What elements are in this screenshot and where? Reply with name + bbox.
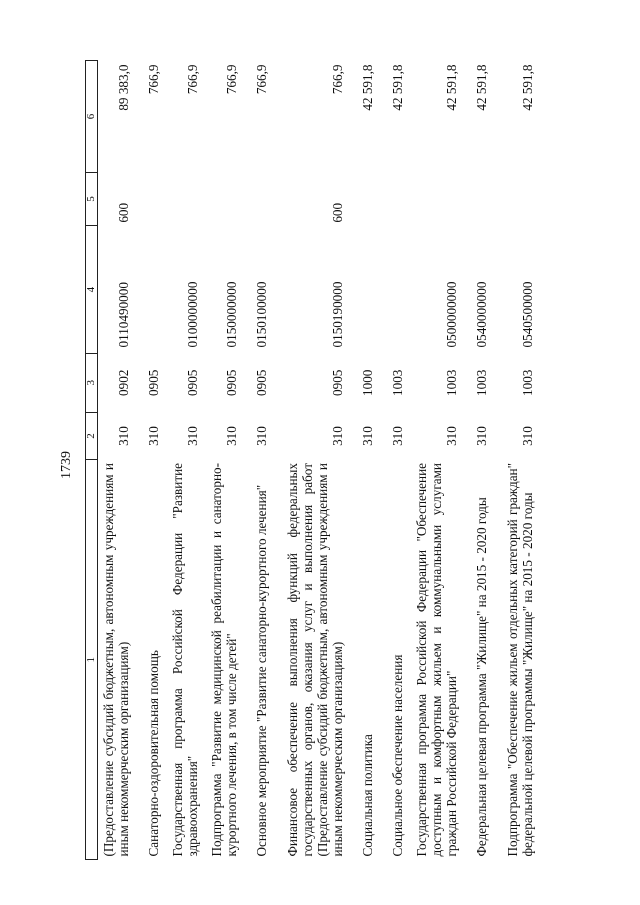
target-article-cell bbox=[351, 226, 381, 354]
section-code-cell: 1003 bbox=[474, 369, 489, 396]
table-row bbox=[351, 61, 381, 860]
expense-type-cell bbox=[167, 172, 206, 225]
amount-cell: 42 591,8 bbox=[520, 64, 535, 111]
column-header: 1 bbox=[86, 460, 98, 860]
row-name-cell: Социальное обеспечение населения bbox=[390, 654, 405, 857]
table-row bbox=[245, 61, 275, 860]
section-code-cell: 0905 bbox=[224, 369, 239, 396]
expense-type-cell bbox=[381, 172, 411, 225]
expense-type-cell: 600 bbox=[330, 202, 345, 223]
expense-type-cell bbox=[465, 172, 495, 225]
target-article-cell: 0540000000 bbox=[474, 281, 489, 348]
ministry-code-cell: 310 bbox=[520, 426, 535, 446]
budget-table bbox=[85, 60, 541, 860]
row-name-cell: Санаторно-оздоровительная помощь bbox=[146, 650, 161, 857]
amount-cell: 766,9 bbox=[224, 64, 239, 95]
expense-type-cell: 600 bbox=[116, 202, 131, 223]
table-row bbox=[167, 61, 206, 860]
section-code-cell: 0902 bbox=[116, 369, 131, 396]
row-name-cell: Государственная программа Российской Федерации "Развитие здравоохранения" bbox=[170, 463, 200, 857]
target-article-cell: 0540500000 bbox=[520, 281, 535, 348]
expense-type-cell bbox=[137, 172, 167, 225]
row-name-cell: Социальная политика bbox=[360, 734, 375, 857]
header-row bbox=[86, 61, 98, 860]
ministry-code-cell: 310 bbox=[330, 426, 345, 446]
rotated-page-content bbox=[45, 55, 605, 875]
ministry-code-cell: 310 bbox=[444, 426, 459, 446]
ministry-code-cell: 310 bbox=[116, 426, 131, 446]
amount-cell: 766,9 bbox=[254, 64, 269, 95]
table-row bbox=[206, 61, 245, 860]
section-code-cell: 0905 bbox=[330, 369, 345, 396]
target-article-cell: 0150100000 bbox=[254, 281, 269, 348]
target-article-cell: 0150190000 bbox=[330, 281, 345, 348]
section-code-cell: 1000 bbox=[360, 369, 375, 396]
row-name-cell: Федеральная целевая программа "Жилище" на 2015 - 2020 годы bbox=[474, 497, 489, 857]
section-code-cell: 1003 bbox=[390, 369, 405, 396]
expense-type-cell bbox=[495, 172, 541, 225]
ministry-code-cell: 310 bbox=[390, 426, 405, 446]
ministry-code-cell: 310 bbox=[360, 426, 375, 446]
row-name-cell: Основное мероприятие "Развитие санаторно-курортного лечения" bbox=[254, 484, 269, 857]
column-header: 6 bbox=[86, 61, 98, 173]
section-code-cell: 1003 bbox=[520, 369, 535, 396]
target-article-cell: 0110490000 bbox=[116, 282, 131, 348]
amount-cell: 42 591,8 bbox=[444, 64, 459, 111]
column-header: 3 bbox=[86, 353, 98, 412]
table-row bbox=[411, 61, 465, 860]
amount-cell: 89 383,0 bbox=[116, 64, 131, 111]
target-article-cell bbox=[137, 226, 167, 354]
table-row bbox=[137, 61, 167, 860]
page-number: 1739 bbox=[59, 451, 74, 479]
table-row bbox=[98, 61, 138, 860]
section-code-cell: 0905 bbox=[254, 369, 269, 396]
table-row bbox=[465, 61, 495, 860]
expense-type-cell bbox=[206, 172, 245, 225]
target-article-cell: 0150000000 bbox=[224, 281, 239, 348]
table-row bbox=[495, 61, 541, 860]
row-name-cell: Подпрограмма "Обеспечение жильем отдельных категорий граждан" федеральной целевой программы "Жилище" на 2015 - 2020 годы bbox=[505, 463, 535, 857]
ministry-code-cell: 310 bbox=[254, 426, 269, 446]
row-name-cell: Государственная программа Российской Федерации "Обеспечение доступным и комфортным жильем и коммунальными услугами граждан Российской Федерации" bbox=[414, 463, 459, 857]
amount-cell: 42 591,8 bbox=[474, 64, 489, 111]
amount-cell: 42 591,8 bbox=[390, 64, 405, 111]
amount-cell: 42 591,8 bbox=[360, 64, 375, 111]
table-row bbox=[381, 61, 411, 860]
target-article-cell bbox=[381, 226, 411, 354]
section-code-cell: 0905 bbox=[146, 369, 161, 396]
row-name-cell: Финансовое обеспечение выполнения функций федеральных государственных органов, оказания услуг и выполнения работ (Предоставление субсидий бюджетным, автономным учреждениям и иным некоммерческим организациям) bbox=[285, 463, 345, 857]
row-name-cell: (Предоставление субсидий бюджетным, автономным учреждениям и иным некоммерческим организациям) bbox=[101, 463, 131, 857]
target-article-cell: 0100000000 bbox=[185, 281, 200, 348]
amount-cell: 766,9 bbox=[330, 64, 345, 95]
expense-type-cell bbox=[245, 172, 275, 225]
section-code-cell: 0905 bbox=[185, 369, 200, 396]
column-header: 5 bbox=[86, 172, 98, 225]
amount-cell: 766,9 bbox=[146, 64, 161, 95]
row-name-cell: Подпрограмма "Развитие медицинской реабилитации и санаторно-курортного лечения, в том числе детей" bbox=[209, 463, 239, 857]
ministry-code-cell: 310 bbox=[224, 426, 239, 446]
section-code-cell: 1003 bbox=[444, 369, 459, 396]
ministry-code-cell: 310 bbox=[185, 426, 200, 446]
expense-type-cell bbox=[411, 172, 465, 225]
table-row bbox=[275, 61, 351, 860]
ministry-code-cell: 310 bbox=[146, 426, 161, 446]
column-header: 4 bbox=[86, 226, 98, 354]
expense-type-cell bbox=[351, 172, 381, 225]
column-header: 2 bbox=[86, 412, 98, 460]
ministry-code-cell: 310 bbox=[474, 426, 489, 446]
amount-cell: 766,9 bbox=[185, 64, 200, 95]
target-article-cell: 0500000000 bbox=[444, 281, 459, 348]
